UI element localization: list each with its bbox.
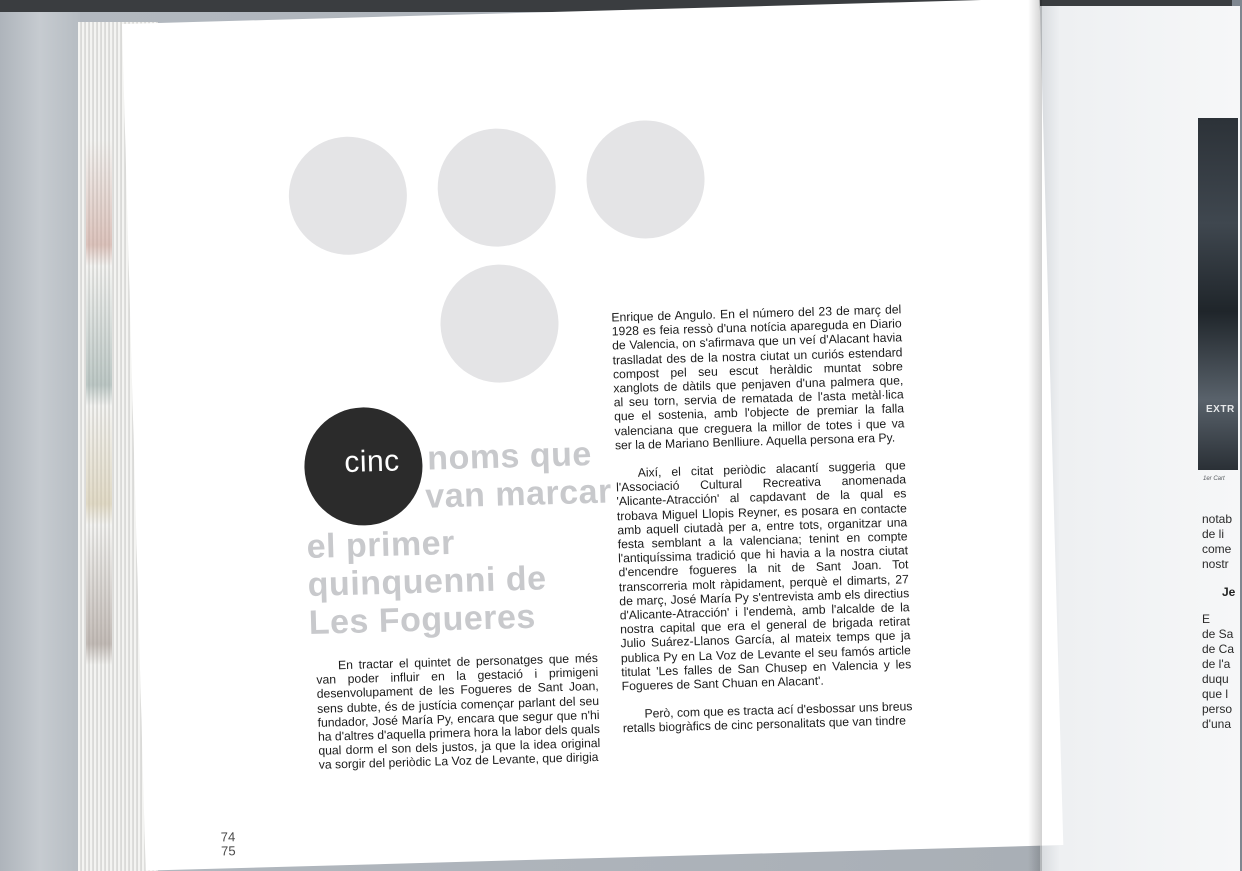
page-stack-tint (86, 140, 112, 840)
adjacent-subheading: Je (1222, 585, 1236, 599)
right-text-column (611, 302, 913, 736)
left-text-column (316, 651, 601, 772)
adjacent-photo-caption: 1er Cart (1203, 476, 1225, 482)
paragraph: Enrique de Angulo. En el número del 23 de març del 1928 es feia ressò d'una notícia apareguda en Diario de Valencia, on s'afirmava que un veí d'Alacant havia traslladat des de la nostra ciutat un curiós estendard compost pel seu escut heràldic muntat sobre xanglots de dàtils que penjaven d'una palmera que, al seu torn, servia de rematada de l'asta metàl·lica que el sostenia, amb l'objecte de premiar la falla valenciana que creguera la millor de totes i que va ser la de Mariano Benlliure. Aquella persona era Py. (611, 302, 905, 453)
decorative-circle (585, 119, 706, 240)
paragraph: Així, el citat periòdic alacantí suggeria que l'Associació Cultural Recreativa anomenada 'Alicante-Atracción' al capdavant de la qual es trobava Miguel Llopis Reyner, es posara en contacte amb aquell ciutadà per a, entre tots, organitzar una festa semblant a la valenciana; tenint en compte l'antiquíssima tradició que hi havia a la nostra ciutat d'encendre fogueres la nit de Sant Joan. Tot transcorreria molt ràpidament, perquè el dimarts, 27 de març, José María Py s'entrevista amb els directius d'Alicante-Atracción' i l'endemà, amb l'alcalde de la nostra capital que era el general de brigada retirat Julio Suárez-Llanos García, al mateix temps que ja publica Py en La Voz de Levante el seu famós article titulat 'Les falles de San Chusep en Valencia y les Fogueres de Sant Chuan en Alacant'. (615, 458, 912, 694)
title-line-3: el primer (306, 523, 456, 567)
gutter-shadow (1028, 0, 1042, 871)
page-number: 74 (220, 829, 236, 845)
paragraph: En tractar el quintet de personatges que més van poder influir en la gestació i primigeni desenvolupament de les Fogueres de Sant Joan, sens dubte, és de justícia començar parlant del seu fundador, José María Py, encara que segur que n'hi ha d'altres d'aquella primera hora la labor dels quals qual dorm el son dels justos, ja que la idea original va sorgir del periòdic La Voz de Levante, que dirigia (316, 650, 601, 773)
book-edge-left (0, 0, 80, 871)
title-line-1: noms que (426, 435, 593, 478)
title-line-4: quinquenni de (307, 559, 547, 605)
page-number: 75 (220, 843, 236, 859)
decorative-circle (436, 127, 557, 248)
adjacent-photo-text: EXTR (1206, 404, 1235, 415)
adjacent-text-block: notab de li come nostr (1202, 512, 1233, 571)
heading-word-cinc: cinc (343, 444, 401, 479)
decorative-circle (287, 135, 408, 256)
adjacent-page-photo (1198, 118, 1238, 470)
book-page (122, 0, 1063, 871)
page-numbers (221, 830, 236, 858)
title-line-2: van marcar (424, 472, 613, 516)
title-line-5: Les Fogueres (308, 597, 537, 643)
adjacent-text-block-2: E de Sa de Ca de l'a duqu que l perso d'una (1202, 612, 1235, 731)
paragraph: Però, com que es tracta ací d'esbossar uns breus retalls biogràfics de cinc personalitats que van tindre (622, 699, 913, 736)
decorative-circle (439, 263, 560, 384)
